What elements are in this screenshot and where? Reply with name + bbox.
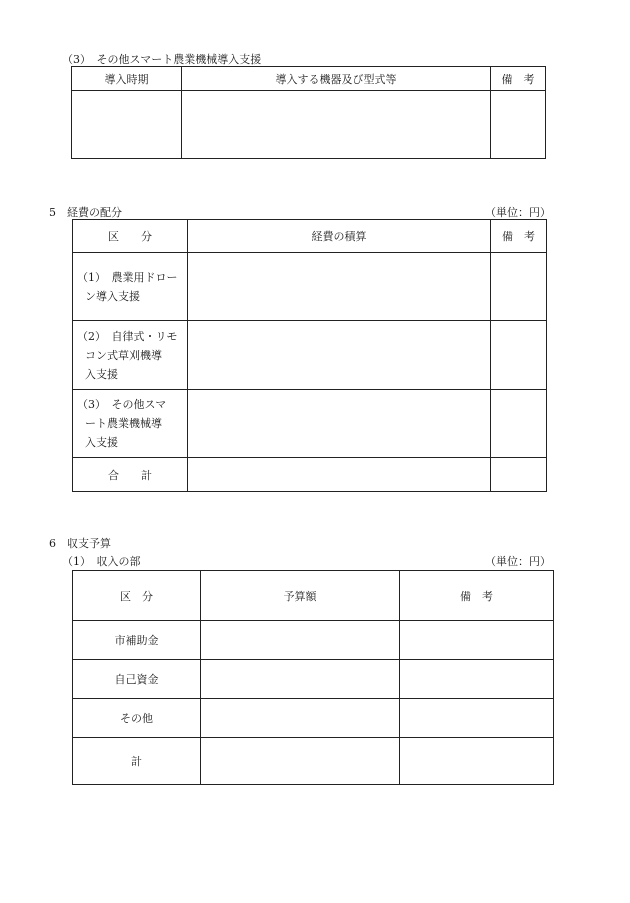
table-row (73, 660, 554, 699)
remarks-cell[interactable] (400, 621, 554, 660)
introduction-period-cell[interactable] (72, 91, 182, 159)
remarks-cell[interactable] (491, 91, 546, 159)
remarks-cell[interactable] (400, 699, 554, 738)
smart-machinery-introduction-table (71, 66, 546, 159)
table-row-total (73, 738, 554, 785)
header-remarks: 備 考 (400, 571, 554, 621)
row-label-drone: （1） 農業用ドロー ン導入支援 (73, 253, 188, 321)
income-budget-table (72, 570, 554, 785)
section6-heading: 6 収支予算 (49, 537, 111, 550)
expense-estimate-cell[interactable] (188, 321, 491, 390)
header-category: 区 分 (73, 571, 201, 621)
budget-amount-cell[interactable] (201, 621, 400, 660)
remarks-cell[interactable] (491, 321, 547, 390)
row-label-mower: （2） 自律式・リモ コン式草刈機導 入支援 (73, 321, 188, 390)
header-introduction-period: 導入時期 (72, 67, 182, 91)
total-remarks-cell[interactable] (400, 738, 554, 785)
remarks-cell[interactable] (400, 660, 554, 699)
equipment-model-cell[interactable] (182, 91, 491, 159)
expense-estimate-cell[interactable] (188, 390, 491, 458)
table-row-total (73, 458, 547, 492)
total-budget-cell[interactable] (201, 738, 400, 785)
total-label: 合 計 (73, 458, 188, 492)
row-label-other: その他 (73, 699, 201, 738)
header-remarks: 備 考 (491, 220, 547, 253)
budget-amount-cell[interactable] (201, 660, 400, 699)
header-equipment-model: 導入する機器及び型式等 (182, 67, 491, 91)
table-row (73, 321, 547, 390)
row-label-other-smart: （3） その他スマ ート農業機械導 入支援 (73, 390, 188, 458)
total-remarks-cell[interactable] (491, 458, 547, 492)
row-label-city-subsidy: 市補助金 (73, 621, 201, 660)
section6-unit: （単位：円） (485, 555, 551, 568)
section5-heading: 5 経費の配分 (49, 206, 122, 219)
table-row (73, 390, 547, 458)
table-row (73, 253, 547, 321)
expense-estimate-cell[interactable] (188, 253, 491, 321)
header-budget-amount: 予算額 (201, 571, 400, 621)
total-estimate-cell[interactable] (188, 458, 491, 492)
budget-amount-cell[interactable] (201, 699, 400, 738)
section6-sub-heading: （1） 収入の部 (62, 555, 141, 568)
expense-allocation-table (72, 219, 547, 492)
table-row (73, 621, 554, 660)
header-expense-estimate: 経費の積算 (188, 220, 491, 253)
section5-unit: （単位：円） (485, 206, 551, 219)
table-row (73, 699, 554, 738)
header-remarks: 備 考 (491, 67, 546, 91)
section3-sub-heading: （3） その他スマート農業機械導入支援 (62, 53, 262, 66)
row-label-own-funds: 自己資金 (73, 660, 201, 699)
header-category: 区 分 (73, 220, 188, 253)
remarks-cell[interactable] (491, 253, 547, 321)
remarks-cell[interactable] (491, 390, 547, 458)
row-label-total: 計 (73, 738, 201, 785)
